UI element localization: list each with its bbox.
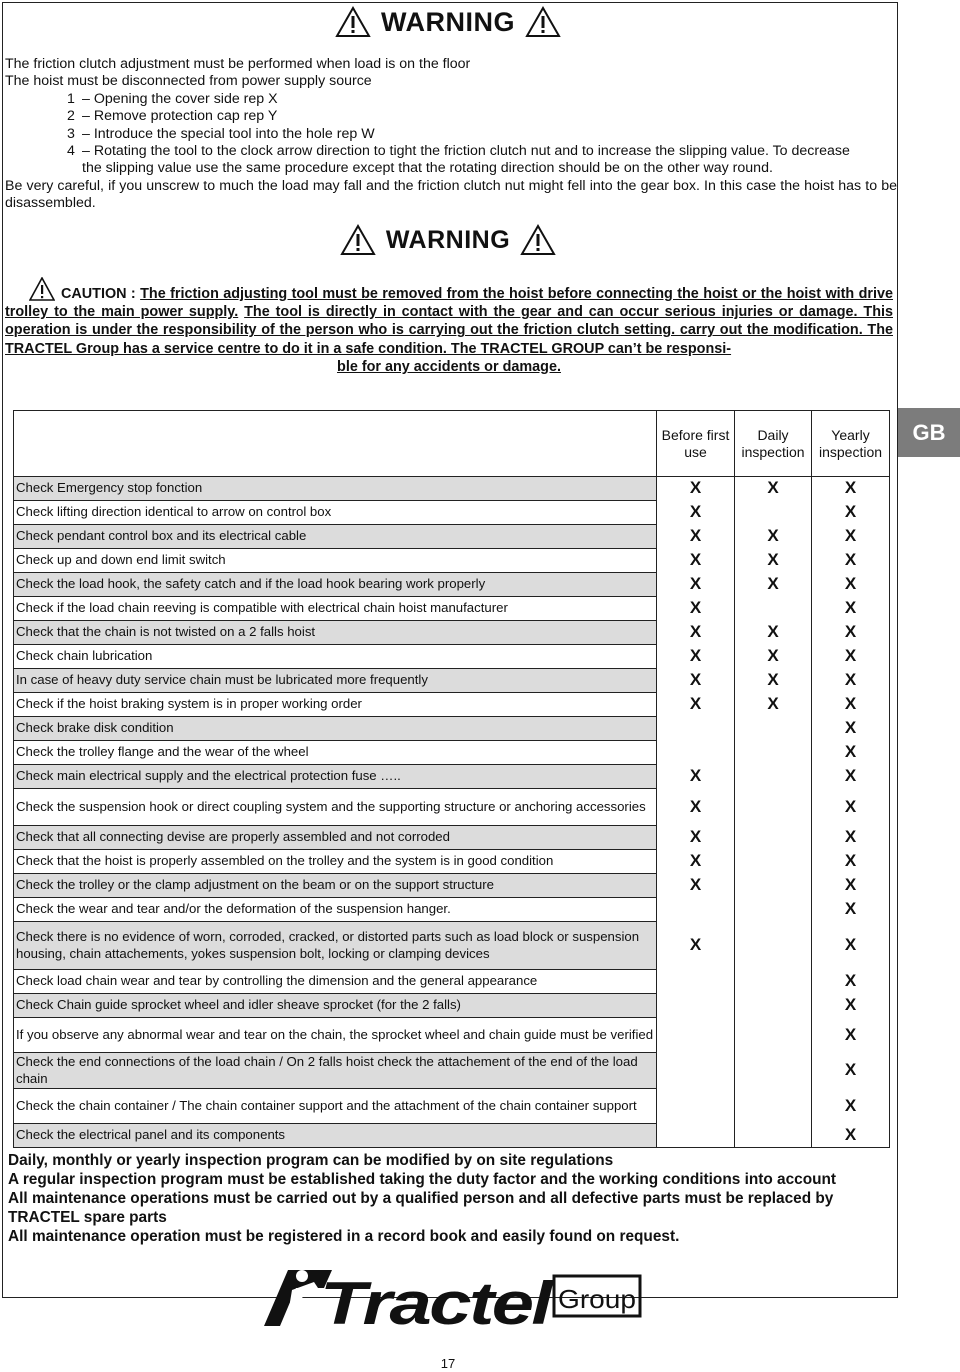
table-row [14,477,890,501]
check-description: Check if the load chain reeving is compatible with electrical chain hoist manufacturer [14,597,657,621]
caution-text-1: The friction adjusting tool must be removed from the hoist before connecting the hoist or the hoist with drive trolley to the main power supply. [5,286,894,321]
check-description: Check chain lubrication [14,645,657,669]
before-first-use-mark [657,1053,735,1089]
table-row [14,645,890,669]
daily-inspection-mark: X [735,525,812,549]
before-first-use-mark [657,1124,735,1148]
before-first-use-mark: X [657,922,735,970]
procedure-text [5,56,897,213]
table-row [14,922,890,970]
intro-line: The friction clutch adjustment must be performed when load is on the floor [5,56,471,72]
daily-inspection-mark: X [735,669,812,693]
daily-inspection-mark [735,874,812,898]
check-description: Check the wear and tear and/or the deformation of the suspension hanger. [14,898,657,922]
check-description: Check the trolley flange and the wear of the wheel [14,741,657,765]
daily-inspection-mark: X [735,621,812,645]
caution-triangle-icon [29,277,55,301]
table-row [14,717,890,741]
check-description: Check Emergency stop fonction [14,477,657,501]
step-item: 3 – Introduce the special tool into the hole rep W [67,125,375,142]
daily-inspection-mark [735,898,812,922]
warning-triangle-icon [335,6,371,38]
daily-inspection-mark: X [735,477,812,501]
check-description: Check Chain guide sprocket wheel and idler sheave sprocket (for the 2 falls) [14,994,657,1018]
check-description: Check the electrical panel and its components [14,1124,657,1148]
note-line: All maintenance operations must be carried out by a qualified person and all defective parts must be replaced by TRACTEL spare parts [8,1190,834,1226]
caution-paragraph [5,277,893,376]
before-first-use-mark [657,970,735,994]
yearly-inspection-mark: X [812,1124,890,1148]
table-row [14,874,890,898]
check-description: Check the load hook, the safety catch and if the load hook bearing work properly [14,573,657,597]
before-first-use-mark: X [657,826,735,850]
table-row [14,525,890,549]
before-first-use-mark [657,994,735,1018]
table-row [14,826,890,850]
yearly-inspection-mark: X [812,693,890,717]
table-row [14,597,890,621]
warning-triangle-icon [520,224,556,256]
daily-inspection-mark [735,1124,812,1148]
daily-inspection-mark [735,826,812,850]
daily-inspection-mark [735,1053,812,1089]
yearly-inspection-mark: X [812,898,890,922]
careful-text: Be very careful, if you unscrew to much the load may fall and the friction clutch nut might fell into the gear box. In this case the hoist has to be disassembled. [5,177,897,212]
before-first-use-mark: X [657,501,735,525]
before-first-use-mark: X [657,477,735,501]
table-row [14,1018,890,1053]
daily-inspection-mark [735,501,812,525]
yearly-inspection-mark: X [812,477,890,501]
before-first-use-mark: X [657,669,735,693]
yearly-inspection-mark: X [812,994,890,1018]
before-first-use-mark [657,1089,735,1124]
yearly-inspection-mark: X [812,501,890,525]
header-blank [14,411,657,477]
yearly-inspection-mark: X [812,826,890,850]
logo-group-text: Group [558,1284,636,1314]
before-first-use-mark: X [657,573,735,597]
table-row [14,573,890,597]
logo-brand-text: Tractel [320,1270,555,1332]
header-yearly-inspection: Yearly inspection [812,411,890,477]
check-description: Check that all connecting devise are properly assembled and not corroded [14,826,657,850]
before-first-use-mark: X [657,621,735,645]
table-row [14,693,890,717]
language-tab: GB [898,408,960,457]
table-header-row [14,411,890,477]
step-item: 4 – Rotating the tool to the clock arrow direction to tight the friction clutch nut and to increase the slipping value. To decrease [67,143,850,160]
yearly-inspection-mark: X [812,741,890,765]
daily-inspection-mark [735,597,812,621]
table-row [14,1089,890,1124]
intro-line: The hoist must be disconnected from power supply source [5,73,372,90]
daily-inspection-mark [735,994,812,1018]
check-description: Check if the hoist braking system is in proper working order [14,693,657,717]
check-description: Check there is no evidence of worn, corroded, cracked, or distorted parts such as load block or suspension housing, chain attachements, yokes suspension bolt, locking or clamping devices [14,922,657,970]
table-row [14,994,890,1018]
check-description: In case of heavy duty service chain must be lubricated more frequently [14,669,657,693]
yearly-inspection-mark: X [812,597,890,621]
yearly-inspection-mark: X [812,1018,890,1053]
daily-inspection-mark [735,1018,812,1053]
note-line: A regular inspection program must be established taking the duty factor and the working conditions into account [8,1171,837,1188]
before-first-use-mark: X [657,645,735,669]
before-first-use-mark: X [657,693,735,717]
yearly-inspection-mark: X [812,1053,890,1089]
check-description: Check that the hoist is properly assembled on the trolley and the system is in good condition [14,850,657,874]
check-description: Check the chain container / The chain container support and the attachment of the chain container support [14,1089,657,1124]
daily-inspection-mark: X [735,693,812,717]
header-daily-inspection: Daily inspection [735,411,812,477]
step-continuation: the slipping value use the same procedure except that the rotating direction should be on the other way round. [82,160,773,177]
note-line: All maintenance operation must be registered in a record book and easily found on request. [8,1228,680,1245]
yearly-inspection-mark: X [812,645,890,669]
table-row [14,1053,890,1089]
before-first-use-mark [657,717,735,741]
note-line: Daily, monthly or yearly inspection program can be modified by on site regulations [8,1152,614,1169]
check-description: Check that the chain is not twisted on a 2 falls hoist [14,621,657,645]
check-description: Check brake disk condition [14,717,657,741]
table-row [14,970,890,994]
warning-title: WARNING [385,226,511,254]
yearly-inspection-mark: X [812,525,890,549]
before-first-use-mark [657,1018,735,1053]
table-row [14,741,890,765]
yearly-inspection-mark: X [812,850,890,874]
notes-block [8,1151,888,1246]
caution-label: CAUTION : [61,286,136,302]
before-first-use-mark [657,741,735,765]
inspection-table [13,410,890,1148]
check-description: Check main electrical supply and the electrical protection fuse ….. [14,765,657,789]
daily-inspection-mark: X [735,549,812,573]
daily-inspection-mark [735,789,812,826]
caution-text-2: The tool is directly in contact with the gear and can occur serious injuries or damage. This operation is under the responsibility of the person who is carrying out the friction clutch setting. carry out the modification. The TRACTEL Group has a service centre to do it in a safe condition. The TRACTEL GROUP can’t be responsi- [5,304,893,357]
yearly-inspection-mark: X [812,765,890,789]
yearly-inspection-mark: X [812,573,890,597]
yearly-inspection-mark: X [812,922,890,970]
yearly-inspection-mark: X [812,621,890,645]
check-description: If you observe any abnormal wear and tear on the chain, the sprocket wheel and chain guide must be verified [14,1018,657,1053]
yearly-inspection-mark: X [812,874,890,898]
yearly-inspection-mark: X [812,669,890,693]
warning-title: WARNING [381,7,515,37]
table-row [14,765,890,789]
daily-inspection-mark [735,850,812,874]
before-first-use-mark: X [657,789,735,826]
step-item: 2 – Remove protection cap rep Y [67,108,278,125]
tractel-logo [262,1262,642,1332]
before-first-use-mark [657,898,735,922]
table-row [14,898,890,922]
before-first-use-mark: X [657,549,735,573]
check-description: Check lifting direction identical to arrow on control box [14,501,657,525]
table-row [14,789,890,826]
warning-triangle-icon [525,6,561,38]
before-first-use-mark: X [657,525,735,549]
daily-inspection-mark: X [735,573,812,597]
warning-heading-top [0,6,896,38]
table-row [14,501,890,525]
check-description: Check the suspension hook or direct coupling system and the supporting structure or anchoring accessories [14,789,657,826]
check-description: Check load chain wear and tear by controlling the dimension and the general appearance [14,970,657,994]
header-before-first-use: Before first use [657,411,735,477]
before-first-use-mark: X [657,850,735,874]
check-description: Check the trolley or the clamp adjustment on the beam or on the support structure [14,874,657,898]
check-description: Check up and down end limit switch [14,549,657,573]
before-first-use-mark: X [657,874,735,898]
table-row [14,669,890,693]
step-item: 1 – Opening the cover side rep X [67,90,278,107]
yearly-inspection-mark: X [812,970,890,994]
yearly-inspection-mark: X [812,1089,890,1124]
warning-heading-middle [0,224,896,256]
warning-triangle-icon [340,224,376,256]
caution-text-last: ble for any accidents or damage. [337,358,561,375]
page-number: 17 [440,1356,456,1371]
table-body [14,477,890,1148]
check-description: Check the end connections of the load chain / On 2 falls hoist check the attachement of the end of the load chain [14,1053,657,1089]
yearly-inspection-mark: X [812,789,890,826]
before-first-use-mark: X [657,765,735,789]
daily-inspection-mark [735,741,812,765]
table-row [14,1124,890,1148]
table-row [14,621,890,645]
daily-inspection-mark [735,1089,812,1124]
daily-inspection-mark [735,765,812,789]
daily-inspection-mark [735,717,812,741]
check-description: Check pendant control box and its electrical cable [14,525,657,549]
before-first-use-mark: X [657,597,735,621]
yearly-inspection-mark: X [812,717,890,741]
yearly-inspection-mark: X [812,549,890,573]
table-row [14,549,890,573]
daily-inspection-mark [735,970,812,994]
daily-inspection-mark: X [735,645,812,669]
daily-inspection-mark [735,922,812,970]
table-row [14,850,890,874]
